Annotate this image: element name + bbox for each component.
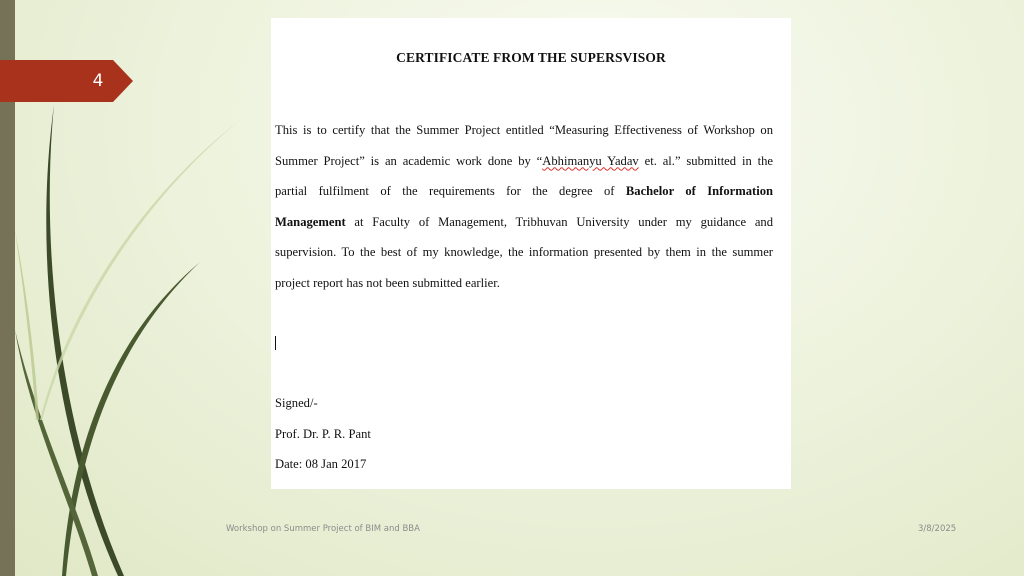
line-2-text-b: et. al.” submitted in the	[638, 153, 773, 168]
paragraph-line-5	[275, 242, 773, 273]
footer-date: 3/8/2025	[918, 524, 957, 534]
degree-name-part-1: Bachelor of Information	[625, 184, 773, 198]
certificate-date: Date: 08 Jan 2017	[275, 457, 367, 471]
paragraph-line-1	[275, 120, 773, 151]
author-name-misspelled: Abhimanyu Yadav	[542, 153, 639, 168]
supervisor-name: Prof. Dr. P. R. Pant	[275, 427, 371, 441]
line-4-text: at Faculty of Management, Tribhuvan University under my guidance and	[345, 214, 773, 229]
line-1-text: This is to certify that the Summer Project entitled “Measuring Effectiveness of Workshop on	[275, 123, 773, 137]
slide-number-tab	[0, 60, 133, 102]
paragraph-line-4	[275, 212, 773, 243]
paragraph-line-2	[275, 151, 773, 182]
text-cursor	[275, 336, 276, 350]
footer-text: Workshop on Summer Project of BIM and BBA	[226, 524, 420, 534]
line-3-text-a: partial fulfilment of the requirements for the degree of	[275, 184, 626, 198]
line-5-text: supervision. To the best of my knowledge, the information presented by them in the summer	[275, 245, 773, 259]
line-2-text-a: Summer Project” is an academic work done by “	[275, 153, 543, 168]
degree-name-part-2: Management	[275, 214, 346, 229]
certificate-paragraph	[275, 120, 773, 303]
paragraph-line-6	[275, 273, 773, 304]
signed-label: Signed/-	[275, 396, 318, 410]
paragraph-line-3	[275, 181, 773, 212]
slide-number: 4	[92, 71, 104, 91]
line-6-text: project report has not been submitted earlier.	[275, 275, 500, 290]
certificate-title: CERTIFICATE FROM THE SUPERSVISOR	[396, 50, 666, 65]
certificate-document	[271, 18, 791, 489]
